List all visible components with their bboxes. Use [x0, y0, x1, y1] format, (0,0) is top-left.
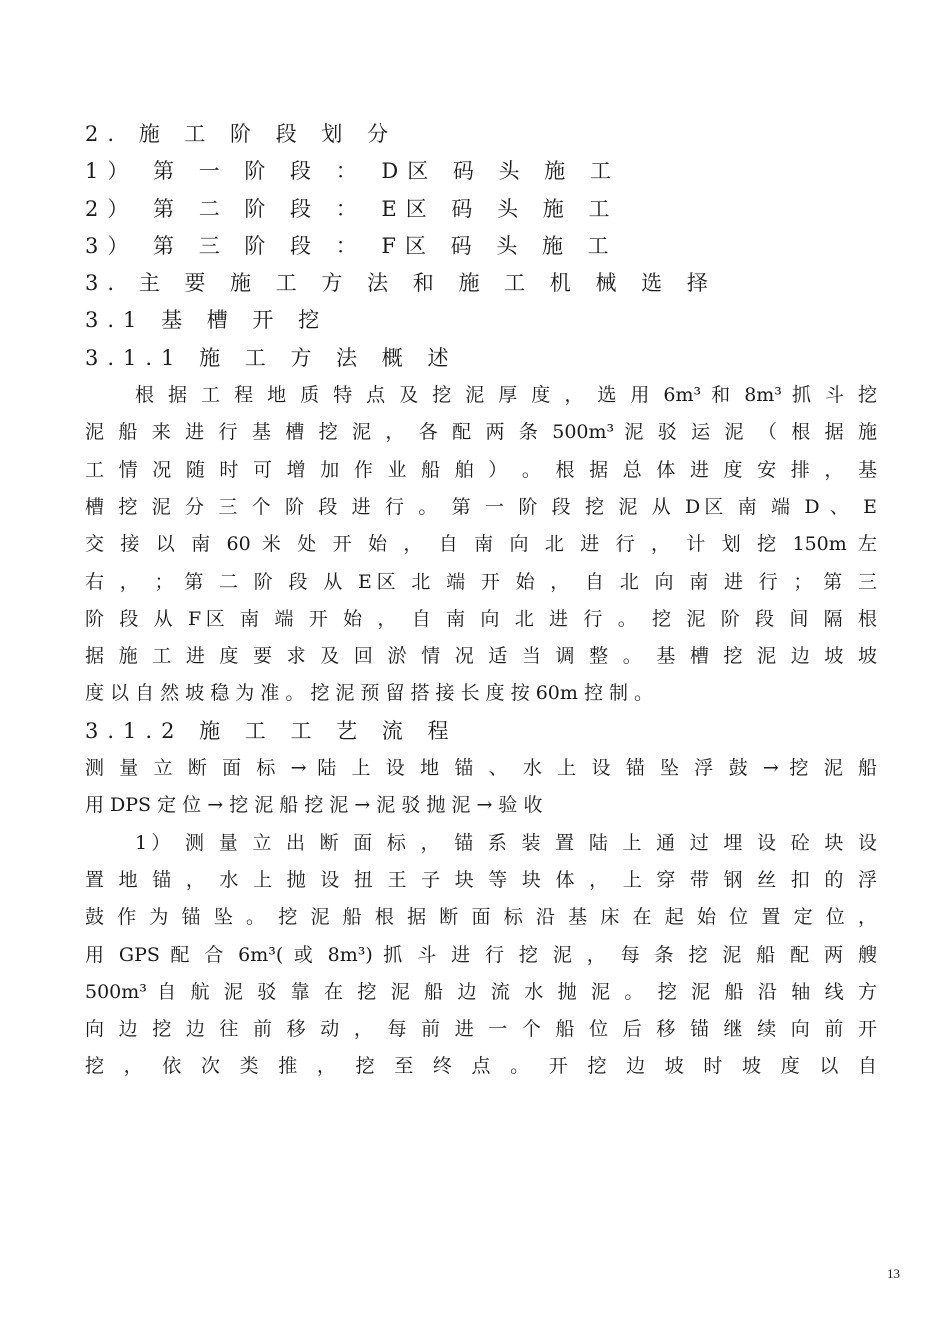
- paragraph-line: 右 ， ； 第 二 阶 段 从 E区 北 端 开 始 ， 自 北 向 南 进 行 ； 第 三: [85, 570, 877, 593]
- paragraph-line: 槽 挖 泥 分 三 个 阶 段 进 行 。 第 一 阶 段 挖 泥 从 D区 南 端 D 、 E: [85, 495, 877, 518]
- paragraph-line: 据 施 工 进 度 要 求 及 回 淤 情 况 适 当 调 整 。 基 槽 挖 泥 边 坡 坡: [85, 645, 877, 668]
- paragraph-line: 度 以 自 然 坡 稳 为 准 。 挖 泥 预 留 搭 接 长 度 按 60m 控 制 。: [85, 682, 654, 705]
- paragraph-line: 1） 测 量 立 出 断 面 标 ， 锚 系 装 置 陆 上 通 过 埋 设 砼 块 设: [135, 831, 877, 854]
- subsection-3-1-2-title: 3.1.2 施 工 工 艺 流 程: [85, 718, 458, 743]
- subsection-3-1-title: 3.1 基 槽 开 挖: [85, 308, 329, 333]
- phase-item: 1） 第 一 阶 段 ： D区 码 头 施 工: [85, 159, 620, 184]
- subsection-3-1-1-title: 3.1.1 施 工 方 法 概 述: [85, 345, 458, 370]
- flow-line: 用 DPS 定 位 → 挖 泥 船 挖 泥 → 泥 驳 抛 泥 → 验 收: [85, 794, 543, 817]
- page-number: 13: [887, 1266, 900, 1281]
- paragraph-line: 用 GPS 配 合 6m³( 或 8m³) 抓 斗 进 行 挖 泥 ， 每 条 挖 泥 船 配 两 艘: [85, 943, 877, 966]
- paragraph-line: 置 地 锚 ， 水 上 抛 设 扭 王 子 块 等 块 体 ， 上 穿 带 钢 丝 扣 的 浮: [85, 868, 877, 891]
- flow-line: 测 量 立 断 面 标 → 陆 上 设 地 锚 、 水 上 设 锚 坠 浮 鼓 → 挖 泥 船: [85, 757, 877, 780]
- section-title: 2. 施 工 阶 段 划 分: [85, 122, 398, 146]
- paragraph-line: 向 边 挖 边 往 前 移 动 ， 每 前 进 一 个 船 位 后 移 锚 继 续 向 前 开: [85, 1018, 877, 1041]
- paragraph-line: 500m³ 自 航 泥 驳 靠 在 挖 泥 船 边 流 水 抛 泥 。 挖 泥 船 沿 轴 线 方: [85, 980, 877, 1003]
- paragraph-line: 挖 ， 依 次 类 推 ， 挖 至 终 点 。 开 挖 边 坡 时 坡 度 以 自: [85, 1055, 877, 1078]
- paragraph-line: 工 情 况 随 时 可 增 加 作 业 船 舶 ） 。 根 据 总 体 进 度 安 排 ， 基: [85, 458, 877, 481]
- paragraph-line: 根 据 工 程 地 质 特 点 及 挖 泥 厚 度 ， 选 用 6m³ 和 8m³ 抓 斗 挖: [135, 384, 877, 407]
- phase-item: 3） 第 三 阶 段 ： F区 码 头 施 工: [85, 233, 618, 258]
- paragraph-line: 阶 段 从 F区 南 端 开 始 ， 自 南 向 北 进 行 。 挖 泥 阶 段 间 隔 根: [85, 607, 877, 630]
- paragraph-line: 交 接 以 南 60 米 处 开 始 ， 自 南 向 北 进 行 ， 计 划 挖 150m 左: [85, 533, 877, 556]
- section3-title: 3. 主 要 施 工 方 法 和 施 工 机 械 选 择: [85, 271, 717, 296]
- paragraph-line: 鼓 作 为 锚 坠 。 挖 泥 船 根 据 断 面 标 沿 基 床 在 起 始 位 置 定 位 ，: [85, 906, 877, 929]
- document-body: [85, 116, 877, 1086]
- phase-item: 2） 第 二 阶 段 ： E区 码 头 施 工: [85, 196, 619, 221]
- paragraph-line: 泥 船 来 进 行 基 槽 挖 泥 ， 各 配 两 条 500m³ 泥 驳 运 泥 （ 根 据 施: [85, 421, 877, 444]
